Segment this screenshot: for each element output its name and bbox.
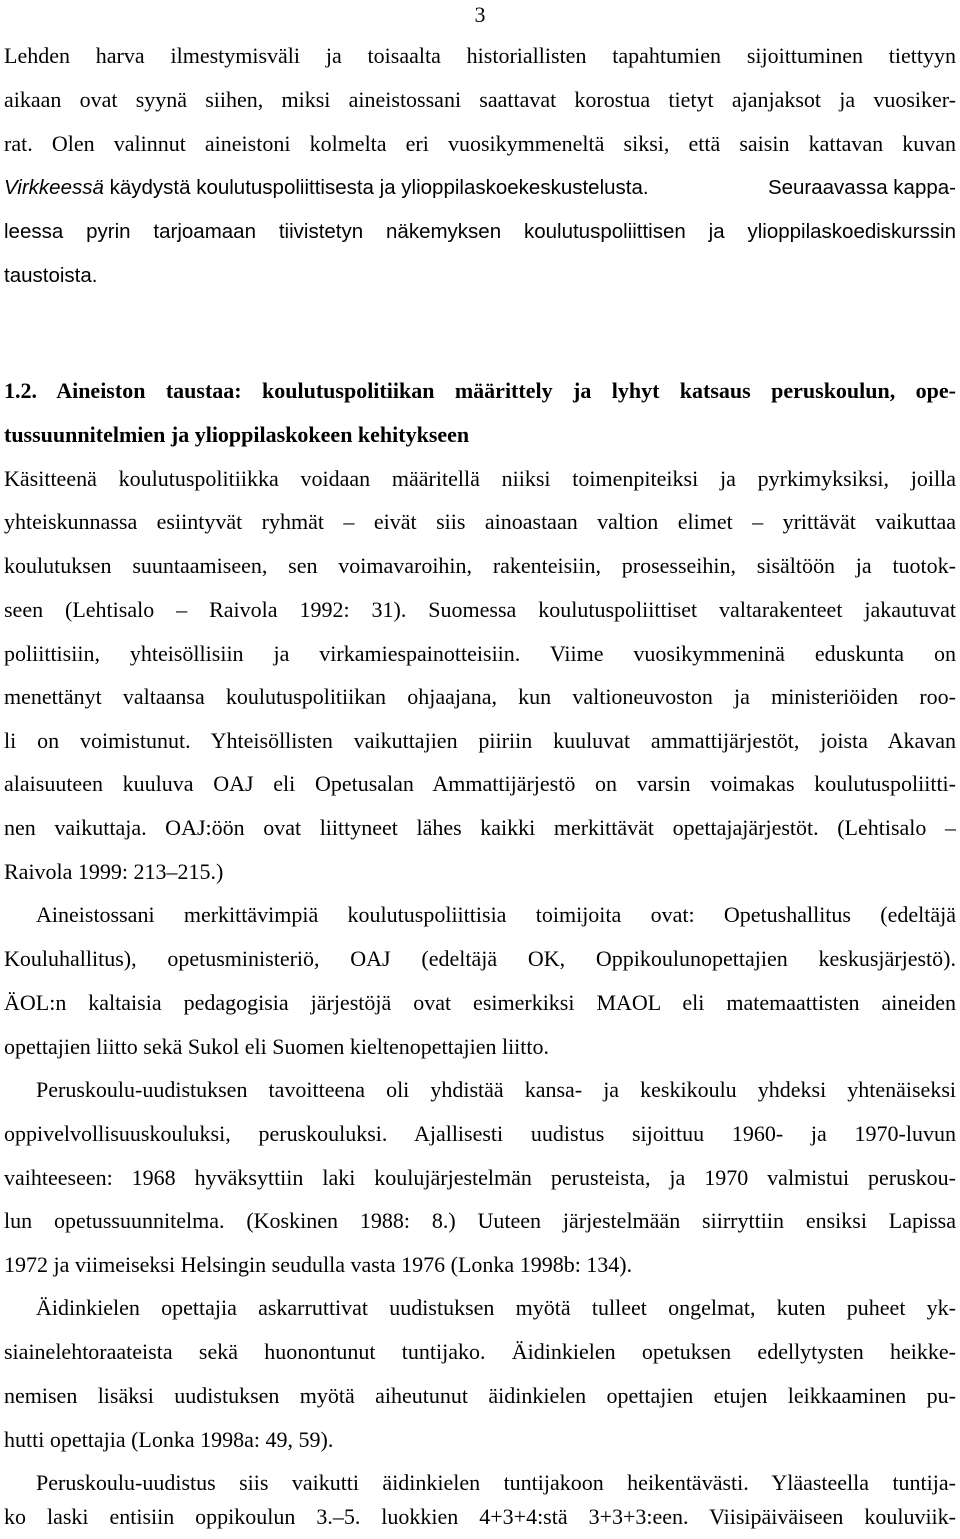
text-line: 1972 ja viimeiseksi Helsingin seudulla vasta 1976 (Lonka 1998b: 134). [4,1252,633,1277]
text-line: poliittisiin, yhteisöllisiin ja virkamiespainotteisiin. Viime vuosikymmeninä eduskunta on [4,641,956,666]
text-line: aikaan ovat syynä siihen, miksi aineistossani saattavat korostua tietyt ajanjaksot ja vuosiker- [4,87,956,112]
text-line: menettänyt valtaansa koulutuspolitiikan ohjaajana, kun valtioneuvoston ja ministeriöiden roo- [4,684,956,709]
text-line: siainelehtoraateista sekä huonontunut tuntijako. Äidinkielen opetuksen edellytysten heikke- [4,1339,956,1364]
text-line: taustoista. [4,264,98,287]
text-line: li on voimistunut. Yhteisöllisten vaikuttajien piiriin kuuluvat ammattijärjestöt, joista Akavan [4,728,956,753]
text-line: nemisen lisäksi uudistuksen myötä aiheutunut äidinkielen opettajien etujen leikkaaminen pu- [4,1383,956,1408]
text-line: koulutuksen suuntaamiseen, sen voimavaroihin, rakenteisiin, prosesseihin, sisältöön ja tuotok- [4,553,956,578]
text-line: seen (Lehtisalo – Raivola 1992: 31). Suomessa koulutuspoliittiset valtarakenteet jakautuvat [4,597,956,622]
text-line: Peruskoulu-uudistuksen tavoitteena oli yhdistää kansa- ja keskikoulu yhdeksi yhtenäiseksi [36,1077,956,1102]
text-line: nen vaikuttaja. OAJ:öön ovat liittyneet lähes kaikki merkittävät opettajajärjestöt. (Lehtisalo – [4,815,956,840]
text-line: hutti opettajia (Lonka 1998a: 49, 59). [4,1427,334,1452]
page-number: 3 [474,2,486,27]
text-line: Seuraavassa kappa- [767,176,956,199]
text-line: Käsitteenä koulutuspolitiikka voidaan määritellä niiksi toimenpiteiksi ja pyrkimyksiksi, joilla [4,466,956,491]
text-line: oppivelvollisuuskouluksi, peruskouluksi. Ajallisesti uudistus sijoittuu 1960- ja 1970-luvun [4,1121,956,1146]
text-line: rat. Olen valinnut aineistoni kolmelta eri vuosikymmeneltä siksi, että saisin kattavan kuvan [4,131,956,156]
text-line: ko laski entisiin oppikoulun 3.–5. luokkien 4+3+4:stä 3+3+3:een. Viisipäiväiseen kouluviik- [4,1504,956,1529]
text-line: yhteiskunnassa esiintyvät ryhmät – eivät siis ainoastaan valtion elimet – yrittävät vaikuttaa [4,509,956,534]
text-line: Äidinkielen opettajia askarruttivat uudistuksen myötä tulleet ongelmat, kuten puheet yk- [36,1295,956,1320]
text-line: Aineistossani merkittävimpiä koulutuspoliittisia toimijoita ovat: Opetushallitus (edeltäjä [36,902,956,927]
text-line: vaihteeseen: 1968 hyväksyttiin laki koulujärjestelmän perusteista, ja 1970 valmistui peruskou- [4,1165,956,1190]
text-line: lun opetussuunnitelma. (Koskinen 1988: 8.) Uuteen järjestelmään siirryttiin ensiksi Lapissa [4,1208,956,1233]
heading-line: 1.2. Aineiston taustaa: koulutuspolitiikan määrittely ja lyhyt katsaus peruskoulun, ope- [4,378,956,403]
text-line: Raivola 1999: 213–215.) [4,859,224,884]
italic-term: Virkkeessä [4,176,104,199]
text-line: Lehden harva ilmestymisväli ja toisaalta historiallisten tapahtumien sijoittuminen tiettyyn [4,43,956,68]
text-line: ÄOL:n kaltaisia pedagogisia järjestöjä ovat esimerkiksi MAOL eli matemaattisten aineiden [4,990,956,1015]
text-line: opettajien liitto sekä Sukol eli Suomen kieltenopettajien liitto. [4,1034,550,1059]
heading-line: tussuunnitelmien ja ylioppilaskokeen kehitykseen [4,422,470,447]
text-line: alaisuuteen kuuluva OAJ eli Opetusalan Ammattijärjestö on varsin voimakas koulutuspoliitti- [4,771,956,796]
text-span: käydystä koulutuspoliittisesta ja ylioppilaskoekeskustelusta. [109,176,649,199]
text-line: leessa pyrin tarjoamaan tiivistetyn näkemyksen koulutuspoliittisen ja ylioppilaskoediskurssin [4,220,956,243]
text-line: Kouluhallitus), opetusministeriö, OAJ (edeltäjä OK, Oppikoulunopettajien keskusjärjestö). [4,946,956,971]
text-line: Peruskoulu-uudistus siis vaikutti äidinkielen tuntijakoon heikentävästi. Yläasteella tuntija- [36,1470,956,1495]
